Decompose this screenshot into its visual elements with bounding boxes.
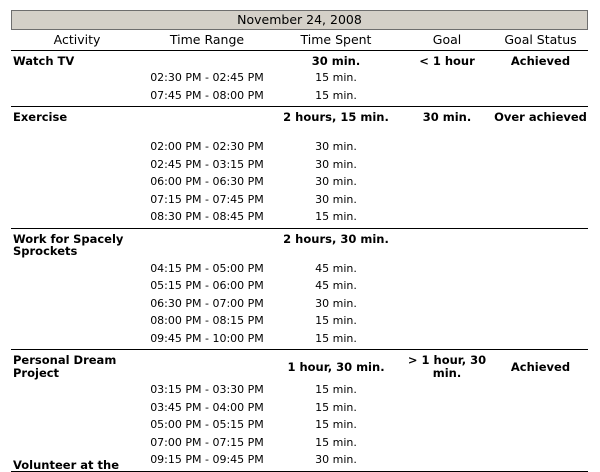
time-range: 05:00 PM - 05:15 PM: [150, 418, 264, 431]
activity-name-partial: Volunteer at the: [13, 458, 120, 472]
activity-total: 30 min.: [311, 54, 361, 68]
time-spent: 15 min.: [315, 314, 357, 327]
time-entry-row: [11, 138, 588, 156]
time-spent: 15 min.: [315, 435, 357, 449]
time-entry-row: [11, 295, 588, 313]
time-spent: 30 min.: [315, 453, 357, 466]
column-header-activity: Activity: [53, 32, 101, 47]
activity-total: 1 hour, 30 min.: [287, 360, 385, 375]
time-spent: 30 min.: [315, 175, 357, 188]
activity-name: Work for Spacely Sprockets: [13, 231, 124, 258]
activity-summary-row: [11, 233, 588, 260]
time-range: 06:00 PM - 06:30 PM: [150, 175, 264, 188]
activity-status: Achieved: [510, 54, 571, 68]
time-spent: 30 min.: [315, 140, 357, 153]
activity-name: Watch TV: [13, 54, 75, 68]
column-headers: [11, 30, 588, 51]
time-spent: 45 min.: [315, 261, 357, 275]
time-spent: 15 min.: [315, 210, 357, 223]
time-entry-row: [11, 277, 588, 295]
activity-report: [11, 10, 588, 472]
activity-total: 2 hours, 30 min.: [283, 231, 389, 246]
time-entry-row: [11, 156, 588, 174]
activity-name: Personal Dream Project: [13, 353, 117, 380]
time-entry-row: [11, 416, 588, 434]
time-spent: 15 min.: [315, 383, 357, 396]
time-range: 06:30 PM - 07:00 PM: [150, 296, 264, 310]
time-entry-row: [11, 399, 588, 417]
activity-goal: 30 min.: [422, 110, 472, 124]
activity-group-exercise: [11, 107, 588, 229]
time-range: 02:00 PM - 02:30 PM: [150, 140, 264, 153]
time-spent: 15 min.: [315, 88, 357, 102]
activity-summary-row: [11, 354, 588, 381]
time-entry-row: [11, 173, 588, 191]
activity-summary-row: [11, 111, 588, 138]
time-entry-row: [11, 69, 588, 87]
time-range: 03:15 PM - 03:30 PM: [150, 383, 264, 396]
column-header-goal: Goal: [432, 32, 462, 47]
column-header-time-range: Time Range: [169, 32, 245, 47]
time-range: 07:00 PM - 07:15 PM: [150, 435, 264, 449]
time-range: 07:15 PM - 07:45 PM: [150, 192, 264, 206]
activity-group-personal-dream-project: [11, 350, 588, 472]
date-header: November 24, 2008: [11, 10, 588, 30]
time-entry-row: [11, 260, 588, 278]
column-header-time-spent: Time Spent: [300, 32, 372, 47]
activity-summary-row: [11, 55, 588, 69]
time-entry-row: [11, 330, 588, 348]
time-entry-row: [11, 381, 588, 399]
time-entry-row: [11, 434, 588, 452]
time-range: 05:15 PM - 06:00 PM: [150, 279, 264, 292]
time-spent: 15 min.: [315, 331, 357, 345]
time-spent: 30 min.: [315, 157, 357, 171]
time-spent: 30 min.: [315, 192, 357, 206]
time-range: 08:00 PM - 08:15 PM: [150, 314, 264, 327]
activity-status: Over achieved: [494, 110, 587, 124]
time-spent: 45 min.: [315, 279, 357, 292]
column-header-goal-status: Goal Status: [504, 32, 577, 47]
time-range: 09:15 PM - 09:45 PM: [150, 453, 264, 466]
activity-status: Achieved: [510, 360, 571, 375]
activity-group-watch-tv: [11, 51, 588, 107]
time-range: 07:45 PM - 08:00 PM: [150, 88, 264, 102]
activity-goal: < 1 hour: [419, 54, 475, 68]
time-entry-row: [11, 87, 588, 105]
activity-name: Exercise: [13, 110, 68, 124]
time-range: 03:45 PM - 04:00 PM: [150, 400, 264, 414]
activity-group-work: [11, 229, 588, 351]
activity-total: 2 hours, 15 min.: [283, 110, 389, 124]
time-range: 04:15 PM - 05:00 PM: [150, 261, 264, 275]
activity-goal: > 1 hour, 30 min.: [407, 353, 487, 380]
time-entry-row: [11, 191, 588, 209]
time-range: 09:45 PM - 10:00 PM: [150, 331, 264, 345]
time-entry-row: [11, 312, 588, 330]
time-spent: 15 min.: [315, 71, 357, 84]
time-range: 02:30 PM - 02:45 PM: [150, 71, 264, 84]
time-entry-row: [11, 208, 588, 226]
time-spent: 15 min.: [315, 418, 357, 431]
time-spent: 30 min.: [315, 296, 357, 310]
time-range: 02:45 PM - 03:15 PM: [150, 157, 264, 171]
time-range: 08:30 PM - 08:45 PM: [150, 210, 264, 223]
time-spent: 15 min.: [315, 400, 357, 414]
